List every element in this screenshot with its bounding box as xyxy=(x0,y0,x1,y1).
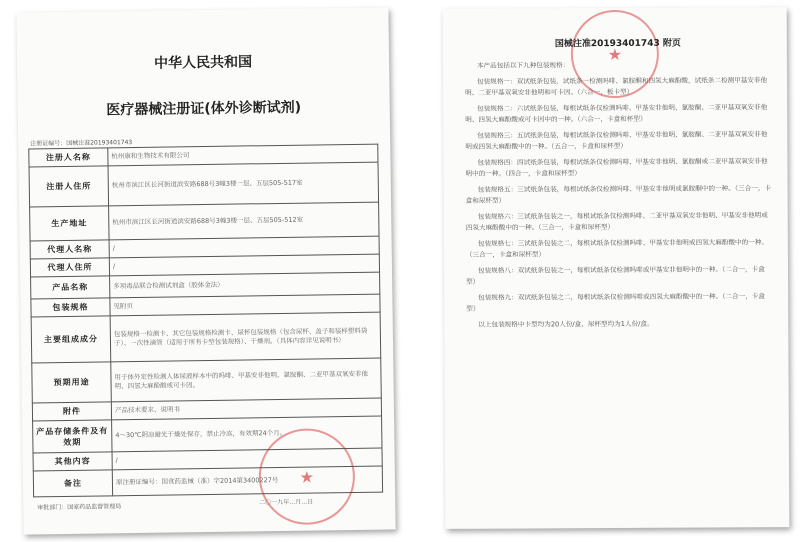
table-row: 注册人住所 杭州市滨江区长河街道滨安路688号3幢3楼一层、五层505-517室 xyxy=(29,162,379,207)
table-row: 产品存储条件及有效期 4～30℃阴凉避光干燥处保存，禁止冷冻，有效期24个月。 xyxy=(33,416,382,453)
registration-number: 注册证编号：国械注准20193401743 xyxy=(30,139,133,148)
table-row: 预期用途 用于体外定性检测人体尿液样本中的吗啡、甲基安非他明、氯胺酮、二亚甲基双氧安非他明、四氢大麻酚酸或可卡因。 xyxy=(32,358,382,403)
table-row: 备注 原注册证编号：国食药监械（准）字2014第3400227号 xyxy=(33,466,382,497)
paragraph: 包装规格二：六试纸条包装，每根试纸条仅检测吗啡、甲基安非他明、氯胺酮、二亚甲基双氧安非他明、四氢大麻酚酸或可卡因中的一种。（六合一，卡盒和杯型） xyxy=(465,102,768,124)
attachment-header: 国械注准20193401743 附页 xyxy=(554,38,681,50)
paragraph: 包装规格三：五试纸条包装，每根试纸条仅检测吗啡、甲基安非他明、氯胺酮、二亚甲基双氧安非他明或四氢大麻酚酸中的一种。（五合一，卡盒和尿杯型） xyxy=(465,129,768,151)
table-row: 主要组成成分 包装规格一检测卡、其它包装规格检测卡、尿杯包装规格（包含尿杯、盖子和装样塑料袋子）、一次性滴管（适用于所有卡型包装规格）、干燥剂。（具体内容详见说明书） xyxy=(31,312,381,363)
approval-authority: 审批部门：国家药品监督管理局 xyxy=(37,503,122,512)
paragraph: 本产品包括以下九种包装规格： xyxy=(476,61,570,70)
paragraph: 包装规格五：三试纸条包装，每根试纸条仅检测吗啡、甲基安非他明或氯胺酮中的一种。（三合一，卡盒和尿杯型） xyxy=(465,183,772,205)
table-row: 产品名称 多项毒品联合检测试剂盒（胶体金法） xyxy=(31,272,380,299)
attachment-page xyxy=(443,7,790,529)
table-row: 附件 产品技术要求、说明书 xyxy=(32,398,381,421)
certificate-title: 中华人民共和国 xyxy=(153,54,253,72)
paragraph: 包装规格一：双试纸条包装，试纸条一检测吗啡、氯胺酮和四氢大麻酚酸，试纸条二检测甲基安非他明、二亚甲基双氧安非他明和可卡因。（六合一，板卡型） xyxy=(465,75,768,97)
table-row: 其他内容 / xyxy=(33,448,382,471)
star-icon: ★ xyxy=(607,44,623,64)
certificate-page xyxy=(16,7,395,534)
certificate-table xyxy=(28,144,383,498)
table-row: 包装规格 见附页 xyxy=(31,294,380,317)
paragraph: 包装规格九：双试纸条包装之二，每根试纸条仅检测吗啡或四氢大麻酚酸中的一种。（二合一，卡盒型） xyxy=(466,291,765,313)
table-row: 注册人名称 杭州康和生物技术有限公司 xyxy=(29,144,378,167)
attachment-body xyxy=(465,59,772,335)
paragraph: 包装规格七：三试纸条包装之二，每根试纸条仅检测吗啡、甲基安非他明或四氢大麻酚酸中的一种。（三合一，卡盒和尿杯型） xyxy=(465,237,769,259)
table-row: 生产地址 杭州市滨江区长河街道滨安路688号3幢3楼一层、五层505-512室 xyxy=(30,202,379,241)
certificate-subtitle: 医疗器械注册证(体外诊断试剂) xyxy=(106,99,302,119)
star-icon: ★ xyxy=(299,467,315,487)
paragraph: 包装规格八：双试纸条包装之一，每根试纸条仅检测吗啡或甲基安非他明中的一种。（二合一，卡盒型） xyxy=(466,264,765,286)
approval-date: 二〇一九年…月…日 xyxy=(259,498,314,507)
table-row: 代理人住所 / xyxy=(30,254,379,277)
table-row: 代理人名称 / xyxy=(30,236,379,259)
paragraph: 以上包装规格中卡型均为20人份/盒，尿杯型均为1人份/盒。 xyxy=(478,319,654,329)
paragraph: 包装规格四：四试纸条包装，每根试纸条仅检测吗啡、甲基安非他明、氯胺酮或二亚甲基双氧安非他明中的一种。（四合一，卡盒和尿杯型） xyxy=(465,156,768,178)
paragraph: 包装规格六：三试纸条包装之一，每根试纸条仅检测吗啡、二亚甲基双氧安非他明、甲基安非他明或四氢大麻酚酸中的一种。（三合一，卡盒和尿杯型） xyxy=(465,210,768,232)
